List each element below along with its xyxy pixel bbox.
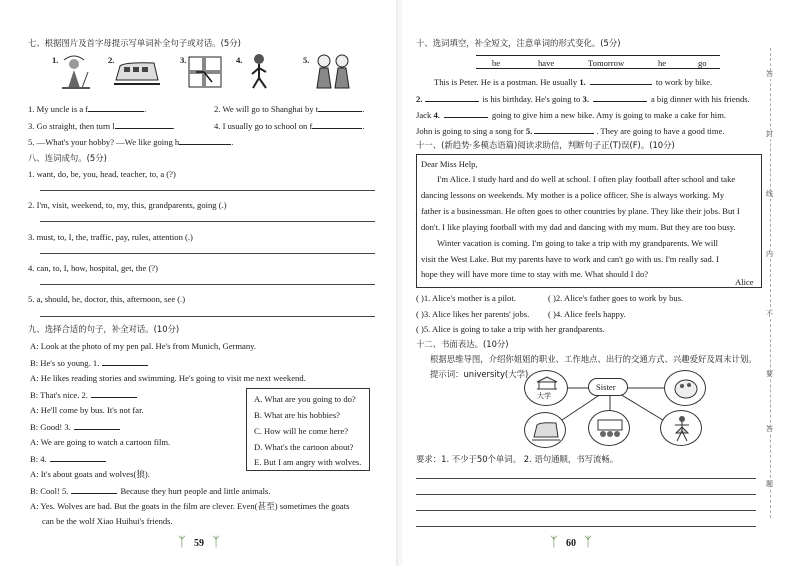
university-label: 大学 [537,392,551,400]
judge-2[interactable]: ( )2. Alice's father goes to work by bus. [548,293,684,303]
word-go: go [698,58,707,68]
s8-answer-line-5[interactable] [40,316,375,317]
s9-line-8: B: 4. [30,453,106,465]
s8-answer-line-3[interactable] [40,253,375,254]
letter-line-2: dancing lessons on weekends. My mother is a police officer. She is always working. My [421,190,725,200]
word-have: have [538,58,555,68]
letter-line-4: don't. I like playing football with my dad and dancing with my mum. But they are too busy. [421,222,736,232]
mind-map-paint-node [664,370,706,406]
s8-item-2: 2. I'm, visit, weekend, to, my, this, grandparents, going (.) [28,200,227,210]
word-bank [476,55,720,69]
s9-line-1: A: Look at the photo of my pen pal. He's from Munich, Germany. [30,341,257,351]
mind-map-dance-node [660,410,702,446]
section-11-title: 十一、(新趋势·多模态语篇)阅读求助信，判断句子正(T)误(F)。(10分) [416,140,675,150]
s9-line-4: B: That's nice. 2. [30,389,137,401]
s7-q1: 1. My uncle is a f . [28,104,147,114]
s9-line-7: A: We are going to watch a cartoon film. [30,437,171,447]
page-number-59: 59 [193,538,204,549]
writing-requirements: 要求：1. 不少于50个单词。 2. 语句通顺，书写流畅。 [416,454,619,464]
s7-q3-blank[interactable] [115,120,173,129]
writing-line-4[interactable] [416,526,756,527]
right-footer [550,534,592,551]
plant-icon: ᛉ [212,534,220,549]
s7-q5-blank[interactable] [179,136,231,145]
letter-signature: Alice [735,277,754,287]
s9-option-a: A. What are you going to do? [254,394,356,404]
train-icon [532,421,560,441]
s9-line-9: A: It's about goats and wolves(狼). [30,469,150,479]
s9-blank-5[interactable] [71,485,117,494]
help-letter [416,154,762,288]
pic-num-2: 2. [108,55,115,65]
s8-item-5: 5. a, should, he, doctor, this, afternoon, see (.) [28,294,186,304]
s9-line-12: can be the wolf Xiao Huihui's friends. [42,516,173,526]
s9-line-5: A: He'll come by bus. It's not far. [30,405,144,415]
section-7-title: 七、根据图片及首字母提示写单词补全句子或对话。(5分) [28,38,241,48]
palette-icon [673,377,699,401]
word-tomorrow: Tomorrow [588,58,625,68]
plant-icon: ᛉ [178,534,186,549]
page-number-60: 60 [565,538,576,549]
right-page [402,0,800,566]
map-image [188,56,222,88]
s9-option-b: B. What are his hobbies? [254,410,340,420]
s9-option-d: D. What's the cartoon about? [254,442,354,452]
s9-line-2: B: He's so young. 1. [30,357,148,369]
s7-q1-blank[interactable] [88,103,144,112]
judge-4[interactable]: ( )4. Alice feels happy. [548,309,626,319]
letter-greeting: Dear Miss Help, [421,159,478,169]
s9-line-10: B: Cool! 5. Because they hurt people and little animals. [30,486,271,496]
s9-blank-1[interactable] [102,357,148,366]
binding-char-6: 要 [766,370,773,378]
hiking-kids-image [312,52,354,90]
s9-option-e: E. But I am angry with wolves. [254,457,362,467]
s7-q4: 4. I usually go to school on f . [214,121,365,131]
s9-line-3: A: He likes reading stories and swimming. He's going to visit me next weekend. [30,373,306,383]
mind-map-classroom-node [588,410,630,446]
s9-option-c: C. How will he come here? [254,426,349,436]
mind-map-train-node [524,412,566,448]
s9-line-11: A: Yes. Wolves are bad. But the goats in the film are clever. Even(甚至) sometimes the goats [30,501,350,511]
binding-char-8: 题 [766,480,773,488]
word-be: be [492,58,501,68]
section-12-title: 十二、书面表达。(10分) [416,339,509,349]
s8-item-4: 4. can, to, I, how, hospital, get, the (?) [28,263,158,273]
letter-line-5: Winter vacation is coming. I'm going to take a trip with my grandparents. We will [437,238,719,248]
s10-blank-2[interactable] [425,93,479,102]
section-8-title: 八、连词成句。(5分) [28,153,107,163]
s10-blank-4[interactable] [444,109,488,118]
section-10-title: 十、选词填空，补全短文，注意单词的形式变化。(5分) [416,38,621,48]
letter-line-7: hope they will have more time to stay with me. What should I do? [421,269,649,279]
writing-line-2[interactable] [416,494,756,495]
judge-1[interactable]: ( )1. Alice's mother is a pilot. [416,293,516,303]
s9-blank-3[interactable] [74,421,120,430]
s7-q5: 5. —What's your hobby? —We like going h . [28,137,234,147]
s9-blank-4[interactable] [50,453,106,462]
pic-num-1: 1. [52,55,59,65]
walking-person-image [244,52,274,90]
mind-map-university-node [524,370,568,406]
mind-map-center: Sister [588,378,628,396]
university-icon [535,375,559,391]
s7-q2-blank[interactable] [318,103,362,112]
binding-dashed-line [770,48,771,518]
judge-3[interactable]: ( )3. Alice likes her parents' jobs. [416,309,530,319]
s10-blank-3[interactable] [593,93,647,102]
left-page [0,0,398,566]
binding-char-1: 答 [766,70,773,78]
writing-hint: 提示词：university(大学) [430,369,529,379]
writing-line-3[interactable] [416,510,756,511]
pic-num-5: 5. [303,55,310,65]
binding-char-5: 不 [766,310,773,318]
classroom-icon [596,418,624,440]
s7-q2: 2. We will go to Shanghai by t . [214,104,365,114]
s7-q3: 3. Go straight, then turn l . [28,121,175,131]
plant-icon: ᛉ [584,534,592,549]
writing-prompt: 根据思维导图，介绍你姐姐的职业、工作地点、出行的交通方式、兴趣爱好及周末计划。 [430,354,757,364]
section-9-title: 九、选择合适的句子，补全对话。(10分) [28,324,180,334]
train-image [114,60,160,86]
dancer-icon [672,415,692,443]
s10-line-3: Jack 4. going to give him a new bike. Amy is going to make a cake for him. [416,110,727,120]
s7-q4-blank[interactable] [312,120,362,129]
binding-char-2: 封 [766,130,773,138]
writing-line-1[interactable] [416,478,756,479]
s10-blank-1[interactable] [590,76,652,85]
s10-line-2: 2. is his birthday. He's going to 3. a big dinner with his friends. [416,94,750,104]
plant-icon: ᛉ [550,534,558,549]
binding-char-4: 内 [766,250,773,258]
s9-blank-2[interactable] [91,389,137,398]
s8-item-3: 3. must, to, I, the, traffic, pay, rules, attention (.) [28,232,193,242]
judge-5[interactable]: ( )5. Alice is going to take a trip with her grandparents. [416,324,605,334]
s8-answer-line-4[interactable] [40,284,375,285]
s9-line-6: B: Good! 3. [30,421,120,433]
binding-char-3: 线 [766,190,773,198]
letter-line-6: visit the West Lake. But my parents have to work and can't go with us. I'm really sad. I [421,254,719,264]
s8-answer-line-1[interactable] [40,190,375,191]
farmer-image [60,52,94,90]
s10-line-4: John is going to sing a song for 5. . They are going to have a good time. [416,126,725,136]
left-footer [178,534,220,551]
s8-item-1: 1. want, do, be, you, head, teacher, to, a (?) [28,169,176,179]
binding-char-7: 答 [766,425,773,433]
pic-num-4: 4. [236,55,243,65]
letter-line-1: I'm Alice. I study hard and do well at school. I often play football after school and take [437,174,736,184]
s8-answer-line-2[interactable] [40,221,375,222]
s9-options-box [246,388,370,471]
letter-line-3: father is a businessman. He often goes to other countries by plane. They like their jobs. But I [421,206,740,216]
s10-line-1: This is Peter. He is a postman. He usually 1. to work by bike. [434,77,713,87]
s10-blank-5[interactable] [534,125,594,134]
pic-num-3: 3. [180,55,187,65]
word-he: he [658,58,667,68]
